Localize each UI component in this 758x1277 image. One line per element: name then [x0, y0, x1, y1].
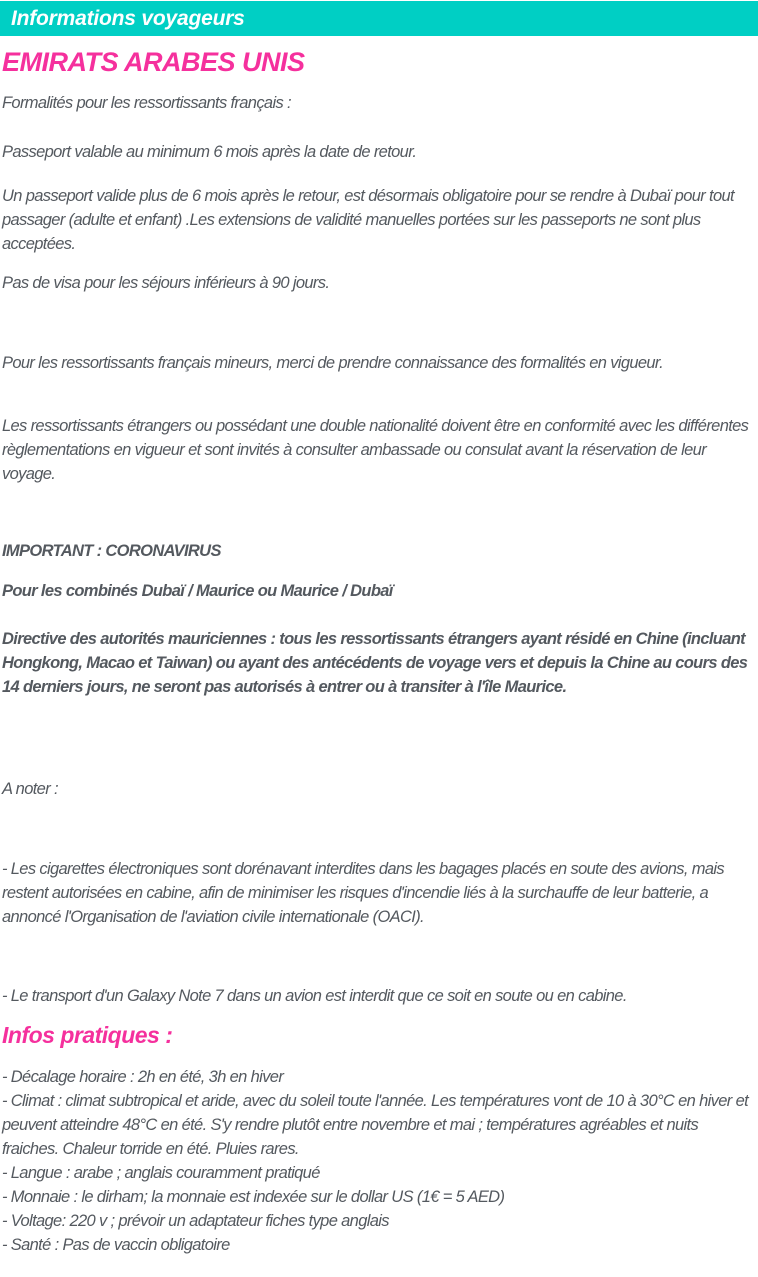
- formalities-intro: Formalités pour les ressortissants français :: [2, 94, 291, 112]
- practical-info-heading: Infos pratiques :: [2, 1022, 173, 1048]
- practical-item-climate: - Climat : climat subtropical et aride, avec du soleil toute l'année. Les températures vont de 10 à 30°C en hiver et peuvent atteindre 48°C en été. S'y rendre plutôt entre novembre et mai ; températures agréables et nuits fraiches. Chaleur torride en été. Pluies rares.: [2, 1092, 749, 1158]
- ecigarette-note-paragraph: - Les cigarettes électroniques sont dorénavant interdites dans les bagages placés en soute des avions, mais restent autorisées en cabine, afin de minimiser les risques d'incendie liés à la surchauffe de leur batterie, a annoncé l'Organisation de l'aviation civile internationale (OACI).: [2, 860, 725, 926]
- practical-item-currency: - Monnaie : le dirham; la monnaie est indexée sur le dollar US (1€ = 5 AED): [2, 1188, 505, 1206]
- country-heading: EMIRATS ARABES UNIS: [2, 47, 305, 77]
- practical-item-language: - Langue : arabe ; anglais couramment pratiqué: [2, 1164, 320, 1182]
- mauritius-directive-paragraph: Directive des autorités mauriciennes : tous les ressortissants étrangers ayant résidé en Chine (incluant Hongkong, Macao et Taiwan) ou ayant des antécédents de voyage vers et depuis la Chine au cours des 14 derniers jours, ne seront pas autorisés à entrer ou à transiter à l'île Maurice.: [2, 630, 748, 696]
- traveler-info-header-bar: [0, 1, 758, 36]
- foreign-nationals-paragraph: Les ressortissants étrangers ou possédant une double nationalité doivent être en conformité avec les différentes règlementations en vigueur et sont invités à consulter ambassade ou consulat avant la réservation de leur voyage.: [2, 417, 749, 483]
- passport-rule-paragraph: Un passeport valide plus de 6 mois après le retour, est désormais obligatoire pour se rendre à Dubaï pour tout passager (adulte et enfant) .Les extensions de validité manuelles portées sur les passeports ne sont plus acceptées.: [2, 187, 734, 253]
- practical-item-health: - Santé : Pas de vaccin obligatoire: [2, 1236, 230, 1254]
- minors-paragraph: Pour les ressortissants français mineurs, merci de prendre connaissance des formalités en vigueur.: [2, 354, 664, 372]
- practical-info-list: [2, 1065, 755, 1257]
- galaxy-note7-paragraph: - Le transport d'un Galaxy Note 7 dans un avion est interdit que ce soit en soute ou en cabine.: [2, 987, 627, 1005]
- practical-item-voltage: - Voltage: 220 v ; prévoir un adaptateur fiches type anglais: [2, 1212, 389, 1230]
- practical-item-timezone: - Décalage horaire : 2h en été, 3h en hiver: [2, 1068, 284, 1086]
- combined-routes-paragraph: Pour les combinés Dubaï / Maurice ou Maurice / Dubaï: [2, 582, 393, 600]
- important-coronavirus-title: IMPORTANT : CORONAVIRUS: [2, 542, 221, 560]
- passport-validity-paragraph: Passeport valable au minimum 6 mois après la date de retour.: [2, 143, 417, 161]
- traveler-info-title: Informations voyageurs: [11, 6, 245, 30]
- note-label: A noter :: [2, 780, 58, 798]
- visa-paragraph: Pas de visa pour les séjours inférieurs à 90 jours.: [2, 274, 330, 292]
- content-area: [0, 46, 758, 1277]
- travel-info-page: [0, 1, 758, 1277]
